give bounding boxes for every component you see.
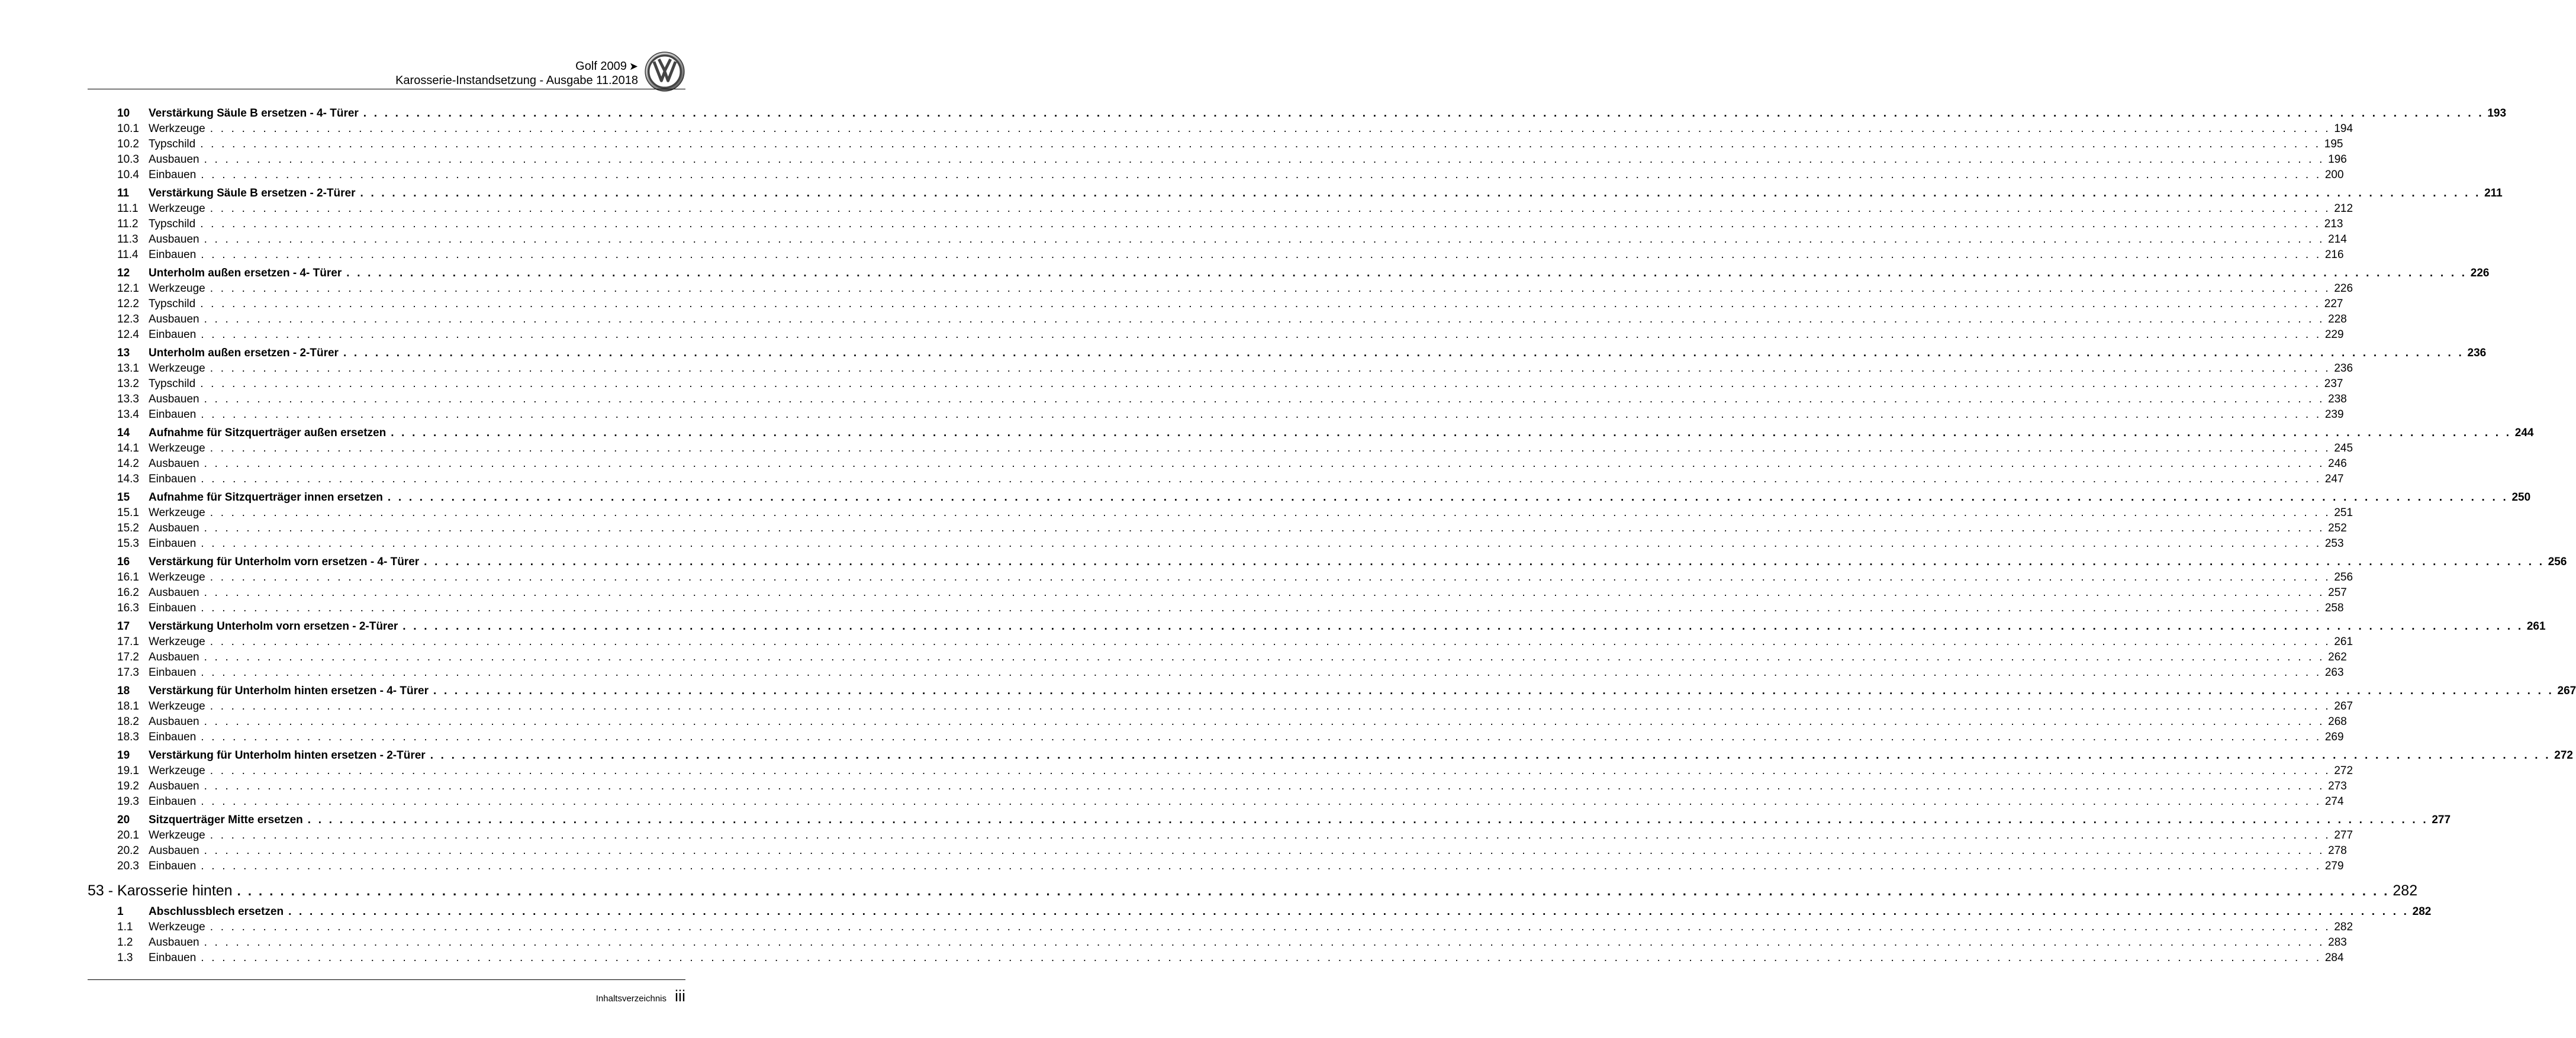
toc-dot-leader: . . . . . . . . . . . . . . . . . . . . . . . . . . . . . . . . . . . . . . . . . . . . . . . . . . . . . . . . . . . . . . . . . . . . . . . . . . . . . . . . . . . . . . . . . . . . . . . . . . . . . . . . . . . . . . . . . . . . . . . . . . . . . . . . . . . . . . . . . . . . . . . . . . . . . . . . . . . . . . . . . . . . . . . . . . . . . . . . . . . . . . . . . . . . . . . . . . . . . . . . xyxy=(360,187,2481,199)
toc-entry-page: 245 xyxy=(2334,442,2353,454)
toc-dot-leader: . . . . . . . . . . . . . . . . . . . . . . . . . . . . . . . . . . . . . . . . . . . . . . . . . . . . . . . . . . . . . . . . . . . . . . . . . . . . . . . . . . . . . . . . . . . . . . . . . . . . . . . . . . . . . . . . . . . . . . . . . . . . . . . . . . . . . . . . . . . . . . . . . . . . . . . . . . . . . . . . . . . . . . . . . . . . . . . . . . . . . . . . . . . . . . . . . . . . . . . . xyxy=(430,749,2551,762)
toc-section-row[interactable] xyxy=(88,106,2507,121)
toc-entry-title: Ausbauen xyxy=(149,457,199,470)
toc-entry-page: 274 xyxy=(2324,795,2344,808)
toc-entry-number: 18.3 xyxy=(117,731,139,743)
page-header xyxy=(88,51,685,90)
toc-entry-number: 10.4 xyxy=(117,169,139,181)
header-subtitle: Karosserie-Instandsetzung - Ausgabe 11.2018 xyxy=(395,74,638,87)
toc-entry-number: 15.2 xyxy=(117,522,139,534)
toc-entry-title: Ausbauen xyxy=(149,522,199,534)
toc-dot-leader: . . . . . . . . . . . . . . . . . . . . . . . . . . . . . . . . . . . . . . . . . . . . . . . . . . . . . . . . . . . . . . . . . . . . . . . . . . . . . . . . . . . . . . . . . . . . . . . . . . . . . . . . . . . . . . . . . . . . . . . . . . . . . . . . . . . . . . . . . . . . . . . . . . . . . . . . . . . . . . . . . . . . . . . . . . . . . . . . . . . . . . . . . . . . . . . . . . . . . . . . xyxy=(201,795,2321,808)
toc-entry-number: 13.4 xyxy=(117,408,139,421)
toc-entry-page: 229 xyxy=(2324,328,2344,341)
toc-entry-title: Ausbauen xyxy=(149,936,199,949)
toc-entry-title: Verstärkung für Unterholm hinten ersetzen - 4- Türer xyxy=(149,685,429,697)
toc-entry-page: 238 xyxy=(2328,393,2347,405)
toc-subsection-row[interactable] xyxy=(88,536,2344,552)
toc-entry-number: 15.3 xyxy=(117,537,139,550)
toc-dot-leader: . . . . . . . . . . . . . . . . . . . . . . . . . . . . . . . . . . . . . . . . . . . . . . . . . . . . . . . . . . . . . . . . . . . . . . . . . . . . . . . . . . . . . . . . . . . . . . . . . . . . . . . . . . . . . . . . . . . . . . . . . . . . . . . . . . . . . . . . . . . . . . . . . . . . . . . . . . . . . . . . . . . . . . . . . . . . . . . . . . . . . . . . . . . . . . . . . . . . . . . . xyxy=(346,267,2467,279)
toc-entry-number: 16 xyxy=(117,556,130,568)
toc-entry-title: Typschild xyxy=(149,138,196,150)
toc-subsection-row[interactable] xyxy=(88,505,2353,521)
toc-entry-number: 17 xyxy=(117,620,130,633)
toc-entry-number: 14.3 xyxy=(117,473,139,485)
toc-entry-number: 11.2 xyxy=(117,218,139,230)
toc-dot-leader: . . . . . . . . . . . . . . . . . . . . . . . . . . . . . . . . . . . . . . . . . . . . . . . . . . . . . . . . . . . . . . . . . . . . . . . . . . . . . . . . . . . . . . . . . . . . . . . . . . . . . . . . . . . . . . . . . . . . . . . . . . . . . . . . . . . . . . . . . . . . . . . . . . . . . . . . . . . . . . . . . . . . . . . . . . . . . . . . . . . . . . . . . . . . . . . . . . . . . . . . xyxy=(363,107,2484,120)
header-text xyxy=(395,59,638,88)
toc-entry-page: 267 xyxy=(2557,685,2576,697)
toc-subsection-row[interactable] xyxy=(88,714,2347,730)
toc-entry-number: 10.3 xyxy=(117,153,139,166)
toc-dot-leader: . . . . . . . . . . . . . . . . . . . . . . . . . . . . . . . . . . . . . . . . . . . . . . . . . . . . . . . . . . . . . . . . . . . . . . . . . . . . . . . . . . . . . . . . . . . . . . . . . . . . . . . . . . . . . . . . . . . . . . . . . . . . . . . . . . . . . . . . . . . . . . . . . . . . . . . . . . . . . . . . . . . . . . . . . . . . . . . . . . . . . . . . . . . . . . . . . . . . . . . . xyxy=(204,457,2325,470)
arrow-icon: ➤ xyxy=(629,60,638,72)
toc-entry-title: Werkzeuge xyxy=(149,507,205,519)
toc-dot-leader: . . . . . . . . . . . . . . . . . . . . . . . . . . . . . . . . . . . . . . . . . . . . . . . . . . . . . . . . . . . . . . . . . . . . . . . . . . . . . . . . . . . . . . . . . . . . . . . . . . . . . . . . . . . . . . . . . . . . . . . . . . . . . . . . . . . . . . . . . . . . . . . . . . . . . . . . . . . . . . . . . . . . . . . . . . . . . . . . . . . . . . . . . . . . . . . . . . . . . . . . xyxy=(210,571,2331,584)
toc-entry-title: Werkzeuge xyxy=(149,921,205,933)
toc-dot-leader: . . . . . . . . . . . . . . . . . . . . . . . . . . . . . . . . . . . . . . . . . . . . . . . . . . . . . . . . . . . . . . . . . . . . . . . . . . . . . . . . . . . . . . . . . . . . . . . . . . . . . . . . . . . . . . . . . . . . . . . . . . . . . . . . . . . . . . . . . . . . . . . . . . . . . . . . . . . . . . . . . . . . . . . . . . . . . . . . . . . . . . . . . . . . . . . . . . . . . . . . xyxy=(204,651,2325,663)
toc-subsection-row[interactable] xyxy=(88,699,2353,714)
toc-entry-title: Aufnahme für Sitzquerträger außen ersetzen xyxy=(149,427,387,439)
toc-entry-page: 244 xyxy=(2514,427,2534,439)
toc-entry-page: 256 xyxy=(2548,556,2567,568)
toc-subsection-row[interactable] xyxy=(88,296,2343,312)
vw-logo xyxy=(644,51,685,92)
toc-entry-number: 16.2 xyxy=(117,586,139,599)
toc-dot-leader: . . . . . . . . . . . . . . . . . . . . . . . . . . . . . . . . . . . . . . . . . . . . . . . . . . . . . . . . . . . . . . . . . . . . . . . . . . . . . . . . . . . . . . . . . . . . . . . . . . . . . . . . . . . . . . . . . . . . . . . . . . . . . . . . . . . . . . . . . . . . . . . . . . . . . . . . . . . . . . . . . . . . . . . . . . . . . . . . . . . . . . . . . . . . . . . . . . . . . . . . xyxy=(387,491,2509,504)
toc-subsection-row[interactable] xyxy=(88,327,2344,343)
toc-entry-number: 18 xyxy=(117,685,130,697)
toc-subsection-row[interactable] xyxy=(88,665,2344,681)
toc-entry-page: 195 xyxy=(2324,138,2343,150)
toc-entry-number: 17.2 xyxy=(117,651,139,663)
toc-entry-title: Einbauen xyxy=(149,473,197,485)
toc-subsection-row[interactable] xyxy=(88,920,2353,935)
toc-entry-page: 226 xyxy=(2470,267,2490,279)
toc-entry-page: 277 xyxy=(2334,829,2353,842)
toc-entry-title: Werkzeuge xyxy=(149,829,205,842)
toc-subsection-row[interactable] xyxy=(88,935,2347,950)
toc-entry-number: 15.1 xyxy=(117,507,139,519)
toc-dot-leader: . . . . . . . . . . . . . . . . . . . . . . . . . . . . . . . . . . . . . . . . . . . . . . . . . . . . . . . . . . . . . . . . . . . . . . . . . . . . . . . . . . . . . . . . . . . . . . . . . . . . . . . . . . . . . . . . . . . . . . . . . . . . . . . . . . . . . . . . . . . . . . . . . . . . . . . . . . . . . . . . . . . . . . . . . . . . . . . . . . . . . . . . . . . . . . . . . . . . . . . . xyxy=(201,473,2321,485)
toc-entry-title: 53 - Karosserie hinten xyxy=(88,882,233,899)
toc-entry-page: 282 xyxy=(2334,921,2353,933)
toc-entry-page: 246 xyxy=(2328,457,2347,470)
toc-entry-number: 11.4 xyxy=(117,249,139,261)
toc-entry-title: Werkzeuge xyxy=(149,700,205,713)
toc-subsection-row[interactable] xyxy=(88,247,2344,263)
toc-subsection-row[interactable] xyxy=(88,730,2344,745)
toc-subsection-row[interactable] xyxy=(88,217,2343,232)
toc-subsection-row[interactable] xyxy=(88,312,2347,327)
toc-entry-page: 261 xyxy=(2526,620,2546,633)
toc-entry-page: 196 xyxy=(2328,153,2347,166)
toc-entry-title: Werkzeuge xyxy=(149,571,205,584)
toc-subsection-row[interactable] xyxy=(88,376,2343,392)
toc-subsection-row[interactable] xyxy=(88,137,2343,152)
table-of-contents xyxy=(88,106,2576,966)
toc-dot-leader: . . . . . . . . . . . . . . . . . . . . . . . . . . . . . . . . . . . . . . . . . . . . . . . . . . . . . . . . . . . . . . . . . . . . . . . . . . . . . . . . . . . . . . . . . . . . . . . . . . . . . . . . . . . . . . . . . . . . . . . . . . . . . . . . . . . . . . . . . . . . . . . . . . . . . . . . . . . . . . . . . . . . . . . . . . . . . . . . . . . . . . . . . . . . . . . . . . . . . . . . xyxy=(210,442,2331,454)
toc-entry-title: Werkzeuge xyxy=(149,282,205,295)
toc-entry-page: 268 xyxy=(2328,715,2347,728)
toc-entry-title: Abschlussblech ersetzen xyxy=(149,905,284,918)
toc-dot-leader: . . . . . . . . . . . . . . . . . . . . . . . . . . . . . . . . . . . . . . . . . . . . . . . . . . . . . . . . . . . . . . . . . . . . . . . . . . . . . . . . . . . . . . . . . . . . . . . . . . . . . . . . . . . . . . . . . . . . . . . . . . . . . . . . . . . . . . . . . . . . . . . . . . . . . . . . . . . . . . . . . . . . . . . . . . . . . . . . . . . . . . . . . . . . . . . . . . . . . . . . xyxy=(200,138,2321,150)
toc-entry-number: 20.1 xyxy=(117,829,139,842)
toc-entry-number: 17.3 xyxy=(117,666,139,679)
toc-dot-leader: . . . . . . . . . . . . . . . . . . . . . . . . . . . . . . . . . . . . . . . . . . . . . . . . . . . . . . . . . . . . . . . . . . . . . . . . . . . . . . . . . . . . . . . . . . . . . . . . . . . . . . . . . . . . . . . . . . . . . . . . . . . . . . . . . . . . . . . . . . . . . . . . . . . . . . . . . . . . . . . . . . . . . . . . . . . . . . . . . . . . . . . . . . . . . . . . . . . . . . . . xyxy=(200,378,2321,390)
toc-dot-leader: . . . . . . . . . . . . . . . . . . . . . . . . . . . . . . . . . . . . . . . . . . . . . . . . . . . . . . . . . . . . . . . . . . . . . . . . . . . . . . . . . . . . . . . . . . . . . . . . . . . . . . . . . . . . . . . . . . . . . . . . . . . . . . . . . . . . . . . . . . . . . . . . . . . . . . . . . . . . . . . . . . . . . . . . . . . . . . . . . . . . . . . . . . . . . . . . . . . . . . . . xyxy=(201,602,2321,614)
toc-entry-page: 284 xyxy=(2324,952,2344,964)
toc-entry-page: 213 xyxy=(2324,218,2343,230)
toc-entry-title: Ausbauen xyxy=(149,393,199,405)
toc-entry-page: 193 xyxy=(2487,107,2507,120)
toc-entry-page: 279 xyxy=(2324,860,2344,872)
toc-entry-number: 13 xyxy=(117,347,130,359)
toc-dot-leader: . . . . . . . . . . . . . . . . . . . . . . . . . . . . . . . . . . . . . . . . . . . . . . . . . . . . . . . . . . . . . . . . . . . . . . . . . . . . . . . . . . . . . . . . . . . . . . . . . . . . . . . . . . . . . . . . . . . . . . . . . . . . . . . . . . . . . . . . . . . . . . . . . . . . . . . . . . . . . . . . . . . . . . . . . . . . . . . . . . . . . . . . . . . . . . . . . . . . . . . . xyxy=(204,522,2325,534)
toc-entry-title: Einbauen xyxy=(149,731,197,743)
toc-subsection-row[interactable] xyxy=(88,794,2344,810)
toc-dot-leader: . . . . . . . . . . . . . . . . . . . . . . . . . . . . . . . . . . . . . . . . . . . . . . . . . . . . . . . . . . . . . . . . . . . . . . . . . . . . . . . . . . . . . . . . . . . . . . . . . . . . . . . . . . . . . . . . . . . . . . . . . . . . . . . . . . . . . . . . . . . . . . . . . . . . . . . . . . . . . . . . . . . . . . . . . . . . . . . . . . . . . . . . . . . . . . . . . . . . . . . . xyxy=(201,952,2321,964)
toc-entry-page: 282 xyxy=(2393,882,2418,899)
toc-entry-page: 236 xyxy=(2467,347,2487,359)
toc-dot-leader: . . . . . . . . . . . . . . . . . . . . . . . . . . . . . . . . . . . . . . . . . . . . . . . . . . . . . . . . . . . . . . . . . . . . . . . . . . . . . . . . . . . . . . . . . . . . . . . . . . . . . . . . . . . . . . . . . . . . . . . . . . . . . . . . . . . . . . . . . . . . . . . . . . . . . . . . . . . . . . . . . . . . . . . . . . . . . . . . . . . . . . . . . . . . . . . . . . . . . . . . xyxy=(201,666,2321,679)
toc-entry-number: 19 xyxy=(117,749,130,762)
toc-chapter-row[interactable] xyxy=(88,880,2418,901)
toc-entry-number: 20 xyxy=(117,814,130,826)
toc-subsection-row[interactable] xyxy=(88,472,2344,487)
footer-rule xyxy=(88,979,685,980)
toc-dot-leader: . . . . . . . . . . . . . . . . . . . . . . . . . . . . . . . . . . . . . . . . . . . . . . . . . . . . . . . . . . . . . . . . . . . . . . . . . . . . . . . . . . . . . . . . . . . . . . . . . . . . . . . . . . . . . . . . . . . . . . . . . . . . . . . . . . . . . . . . . . . . . . . . . . . . . . . . . . . . . . . . . . . . . . . . . . . . . . . . . . . . . . . . . . . . . . . . . . . . . . . . xyxy=(204,153,2325,166)
toc-subsection-row[interactable] xyxy=(88,407,2344,423)
toc-entry-title: Ausbauen xyxy=(149,715,199,728)
toc-entry-title: Verstärkung Säule B ersetzen - 2-Türer xyxy=(149,187,356,199)
footer-page-number: iii xyxy=(675,987,685,1005)
toc-entry-number: 14.1 xyxy=(117,442,139,454)
toc-subsection-row[interactable] xyxy=(88,859,2344,874)
toc-subsection-row[interactable] xyxy=(88,201,2353,217)
toc-dot-leader: . . . . . . . . . . . . . . . . . . . . . . . . . . . . . . . . . . . . . . . . . . . . . . . . . . . . . . . . . . . . . . . . . . . . . . . . . . . . . . . . . . . . . . . . . . . . . . . . . . . . . . . . . . . . . . . . . . . . . . . . . . . . . . . . . . . . . . . . . . . . . . . . . . . . . . . . . . . . . . . . . . . . . . . . . . . . . . . . . . . . . . . . . . . . . . . . . . . . . . . . xyxy=(307,814,2429,826)
toc-section-row[interactable] xyxy=(88,186,2503,201)
toc-dot-leader: . . . . . . . . . . . . . . . . . . . . . . . . . . . . . . . . . . . . . . . . . . . . . . . . . . . . . . . . . . . . . . . . . . . . . . . . . . . . . . . . . . . . . . . . . . . . . . . . . . . . . . . . . . . . . . . . . . . . . . . . . . . . . . . . . . . . . . . . . . . . . . . . . . . . . . . . . . . . . . . . . . . . . . . . . . . . . . . . . . . . . . . . . . . . . . . . . . . . . . . . xyxy=(210,636,2331,648)
toc-entry-title: Verstärkung Säule B ersetzen - 4- Türer xyxy=(149,107,359,120)
toc-entry-title: Verstärkung Unterholm vorn ersetzen - 2-Türer xyxy=(149,620,398,633)
toc-entry-number: 16.1 xyxy=(117,571,139,584)
toc-entry-title: Einbauen xyxy=(149,169,197,181)
toc-entry-page: 272 xyxy=(2334,765,2353,777)
toc-entry-title: Einbauen xyxy=(149,795,197,808)
footer-label: Inhaltsverzeichnis xyxy=(595,994,666,1004)
toc-subsection-row[interactable] xyxy=(88,456,2347,472)
toc-entry-page: 258 xyxy=(2324,602,2344,614)
toc-entry-page: 194 xyxy=(2334,123,2353,135)
toc-entry-title: Einbauen xyxy=(149,328,197,341)
toc-subsection-row[interactable] xyxy=(88,585,2347,601)
toc-entry-title: Einbauen xyxy=(149,537,197,550)
toc-dot-leader: . . . . . . . . . . . . . . . . . . . . . . . . . . . . . . . . . . . . . . . . . . . . . . . . . . . . . . . . . . . . . . . . . . . . . . . . . . . . . . . . . . . . . . . . . . . . . . . . . . . . . . . . . . . . . . . . . . . . . . . . . . . . . . . . . . . . . . . . . . . . . . . . . . . . . . . . . . . . . . . . . . . . . . . . . . . . . . . . . . . . . . . . . . . . . . . . . . . . . . . . xyxy=(204,233,2325,246)
toc-entry-page: 267 xyxy=(2334,700,2353,713)
toc-entry-title: Verstärkung für Unterholm vorn ersetzen - 4- Türer xyxy=(149,556,420,568)
toc-entry-page: 247 xyxy=(2324,473,2344,485)
toc-entry-page: 269 xyxy=(2324,731,2344,743)
toc-entry-page: 262 xyxy=(2328,651,2347,663)
toc-entry-page: 214 xyxy=(2328,233,2347,246)
toc-dot-leader: . . . . . . . . . . . . . . . . . . . . . . . . . . . . . . . . . . . . . . . . . . . . . . . . . . . . . . . . . . . . . . . . . . . . . . . . . . . . . . . . . . . . . . . . . . . . . . . . . . . . . . . . . . . . . . . . . . . . . . . . . . . . . . . . . . . . . . . . . . . . . . . . . . . . . . . . . . . . . . . . . . . . . . . . . . . . . . . . . . . . . . . . . . . . . . . . . . . . . . . . xyxy=(204,313,2325,325)
header-model xyxy=(395,59,638,73)
toc-entry-page: 263 xyxy=(2324,666,2344,679)
toc-entry-page: 273 xyxy=(2328,780,2347,792)
toc-entry-page: 277 xyxy=(2432,814,2451,826)
toc-subsection-row[interactable] xyxy=(88,828,2353,843)
toc-entry-page: 211 xyxy=(2484,187,2503,199)
toc-entry-number: 15 xyxy=(117,491,130,504)
toc-section-row[interactable] xyxy=(88,813,2451,828)
toc-subsection-row[interactable] xyxy=(88,601,2344,616)
toc-section-row[interactable] xyxy=(88,346,2487,361)
toc-entry-title: Werkzeuge xyxy=(149,123,205,135)
toc-entry-number: 18.1 xyxy=(117,700,139,713)
toc-entry-page: 236 xyxy=(2334,362,2353,375)
toc-dot-leader: . . . . . . . . . . . . . . . . . . . . . . . . . . . . . . . . . . . . . . . . . . . . . . . . . . . . . . . . . . . . . . . . . . . . . . . . . . . . . . . . . . . . . . . . . . . . . . . . . . . . . . . . . . . . . . . . . . . . . . . . . . . . . . . . . . . . . . . . . . . . . . . . . . . . . . . . . . . . . . . . . . . . . . . . . . . . . . . . . . . . . . . . . . . . . . . . . . . . . . . . xyxy=(210,765,2331,777)
toc-entry-page: 253 xyxy=(2324,537,2344,550)
toc-entry-number: 19.1 xyxy=(117,765,139,777)
toc-subsection-row[interactable] xyxy=(88,650,2347,665)
toc-entry-title: Einbauen xyxy=(149,408,197,421)
toc-entry-title: Werkzeuge xyxy=(149,765,205,777)
toc-entry-title: Einbauen xyxy=(149,952,197,964)
toc-entry-number: 19.3 xyxy=(117,795,139,808)
toc-dot-leader: . . . . . . . . . . . . . . . . . . . . . . . . . . . . . . . . . . . . . . . . . . . . . . . . . . . . . . . . . . . . . . . . . . . . . . . . . . . . . . . . . . . . . . . . . . . . . . . . . . . . . . . . . . . . . . . . . . . . . . . . . . . . . . . . . . . . . . . . . . . . . . . . . . . . . . . . . . . . . . . . . . . . . . . . . . . . . . . . . . . . . . . . . . . . . . . . . . . . . . . . xyxy=(201,249,2321,261)
toc-entry-page: 282 xyxy=(2412,905,2432,918)
toc-entry-title: Ausbauen xyxy=(149,153,199,166)
toc-dot-leader: . . . . . . . . . . . . . . . . . . . . . . . . . . . . . . . . . . . . . . . . . . . . . . . . . . . . . . . . . . . . . . . . . . . . . . . . . . . . . . . . . . . . . . . . . . . . . . . . . . . . . . . . . . . . . . . . . . . . . . . . . . . . . . . . . . . . . . . . . . . . . . . . . . . . . . . . . . . . . . . . . . . . . . . . . . . . . . . . . . . . . . . . . . . . . . . . . . . . . . . . xyxy=(204,393,2325,405)
toc-dot-leader: . . . . . . . . . . . . . . . . . . . . . . . . . . . . . . . . . . . . . . . . . . . . . . . . . . . . . . . . . . . . . . . . . . . . . . . . . . . . . . . . . . . . . . . . . . . . . . . . . . . . . . . . . . . . . . . . . . . . . . . . . . . . . . . . . . . . . . . . . . . . . . . . . . . . . . . . . . . . . . . . . . . . . . . . . . . . . . . . . . . . . . . . . . . . . . . . . . . . . . . . xyxy=(200,298,2321,310)
toc-entry-title: Typschild xyxy=(149,298,196,310)
toc-dot-leader: . . . . . . . . . . . . . . . . . . . . . . . . . . . . . . . . . . . . . . . . . . . . . . . . . . . . . . . . . . . . . . . . . . . . . . . . . . . . . . . . . . . . . . . . . . . . . . . . . . . . . . . . . . . . . . . . . . . . . . . . . . . . . . . . . . . . . . . . . . . . . . . . . . . . . . . . . . . . . . . . . . . . . . . . . . . . . . . . . . . . . . . . . . . . . . . . . . . . . . . . xyxy=(201,860,2321,872)
toc-subsection-row[interactable] xyxy=(88,167,2344,183)
toc-entry-title: Ausbauen xyxy=(149,586,199,599)
toc-subsection-row[interactable] xyxy=(88,843,2347,859)
toc-dot-leader: . . . . . . . . . . . . . . . . . . . . . . . . . . . . . . . . . . . . . . . . . . . . . . . . . . . . . . . . . . . . . . . . . . . . . . . . . . . . . . . . . . . . . . . . . . . . . . . . . . . . . . . . . . . . . . . . . . . . . . . . . . . . . . . . . . . . . . . . . . . . . . . . . . . . . . . . . . . . . . . . . . . . . . . . . . . . . . . . . . . . . . . . . . . . . . . . . . . . . . . . xyxy=(204,844,2325,857)
toc-subsection-row[interactable] xyxy=(88,570,2353,585)
toc-dot-leader: . . . . . . . . . . . . . . . . . . . . . . . . . . . . . . . . . . . . . . . . . . . . . . . . . . . . . . . . . . . . . . . . . . . . . . . . . . . . . . . . . . . . . . . . . . . . . . . . . . . . . . . . . . . . . . . . . . . . . . . . . . . . . . . . . . . . . . . . . . . . . . . . . . . . . . . . . . . . . . . . . . . . . . . . . . . . . . . . . . . . . . . . . . . . . . . . . . . . . . . . xyxy=(424,556,2545,568)
toc-entry-number: 20.2 xyxy=(117,844,139,857)
toc-entry-title: Aufnahme für Sitzquerträger innen ersetzen xyxy=(149,491,383,504)
toc-entry-number: 17.1 xyxy=(117,636,139,648)
toc-entry-page: 256 xyxy=(2334,571,2353,584)
toc-entry-number: 10.2 xyxy=(117,138,139,150)
toc-entry-number: 1.2 xyxy=(117,936,133,949)
toc-dot-leader: . . . . . . . . . . . . . . . . . . . . . . . . . . . . . . . . . . . . . . . . . . . . . . . . . . . . . . . . . . . . . . . . . . . . . . . . . . . . . . . . . . . . . . . . . . . . . . . . . . . . . . . . . . . . . . . . . . . . . . . . . . . . . . . . . . . . . . . . . . . . . . . . . . . . . . . . . . . . . . . . . . . . . . . . . . . . . . . . . . . . . . . . . . . . . . . . . . . . . . . . xyxy=(402,620,2523,633)
toc-dot-leader: . . . . . . . . . . . . . . . . . . . . . . . . . . . . . . . . . . . . . . . . . . . . . . . . . . . . . . . . . . . . . . . . . . . . . . . . . . . . . . . . . . . . . . . . . . . . . . . . . . . . . . . . . . . . . . . . . . . . . . . . . . . . . . . . . . . . . . . . . . . . . . . . . . . . . . . . . . . . . . . . . . . . . . . . . . . . . . . . . . . . . . . . . . . . . . . . . . . . . . . . xyxy=(204,936,2325,949)
toc-dot-leader: . . . . . . . . . . . . . . . . . . . . . . . . . . . . . . . . . . . . . . . . . . . . . . . . . . . . . . . . . . . . . . . . . . . . . . . . . . . . . . . . . . . . . . . . . . . . . . . . . . . . . . . . . . . . . . . . . . . . . . . . . . . . . . . . . . . . . . . . . . . . . . . . . . . . . . . . . . . . . . . . . . . . . . . . . . . . . . . . . . . . . . . . . . . . . . . . . . . . . . . . xyxy=(237,884,2390,898)
toc-dot-leader: . . . . . . . . . . . . . . . . . . . . . . . . . . . . . . . . . . . . . . . . . . . . . . . . . . . . . . . . . . . . . . . . . . . . . . . . . . . . . . . . . . . . . . . . . . . . . . . . . . . . . . . . . . . . . . . . . . . . . . . . . . . . . . . . . . . . . . . . . . . . . . . . . . . . . . . . . . . . . . . . . . . . . . . . . . . . . . . . . . . . . . . . . . . . . . . . . . . . . . . . xyxy=(210,282,2331,295)
toc-dot-leader: . . . . . . . . . . . . . . . . . . . . . . . . . . . . . . . . . . . . . . . . . . . . . . . . . . . . . . . . . . . . . . . . . . . . . . . . . . . . . . . . . . . . . . . . . . . . . . . . . . . . . . . . . . . . . . . . . . . . . . . . . . . . . . . . . . . . . . . . . . . . . . . . . . . . . . . . . . . . . . . . . . . . . . . . . . . . . . . . . . . . . . . . . . . . . . . . . . . . . . . . xyxy=(210,123,2331,135)
toc-entry-page: 228 xyxy=(2328,313,2347,325)
toc-entry-page: 272 xyxy=(2554,749,2573,762)
toc-subsection-row[interactable] xyxy=(88,950,2344,966)
toc-entry-page: 226 xyxy=(2334,282,2353,295)
toc-entry-number: 18.2 xyxy=(117,715,139,728)
toc-entry-title: Verstärkung für Unterholm hinten ersetzen - 2-Türer xyxy=(149,749,426,762)
toc-entry-number: 12.2 xyxy=(117,298,139,310)
toc-dot-leader: . . . . . . . . . . . . . . . . . . . . . . . . . . . . . . . . . . . . . . . . . . . . . . . . . . . . . . . . . . . . . . . . . . . . . . . . . . . . . . . . . . . . . . . . . . . . . . . . . . . . . . . . . . . . . . . . . . . . . . . . . . . . . . . . . . . . . . . . . . . . . . . . . . . . . . . . . . . . . . . . . . . . . . . . . . . . . . . . . . . . . . . . . . . . . . . . . . . . . . . . xyxy=(210,829,2331,842)
toc-entry-title: Unterholm außen ersetzen - 2-Türer xyxy=(149,347,339,359)
toc-entry-number: 20.3 xyxy=(117,860,139,872)
toc-subsection-row[interactable] xyxy=(88,281,2353,296)
toc-entry-page: 239 xyxy=(2324,408,2344,421)
toc-entry-page: 261 xyxy=(2334,636,2353,648)
toc-section-row[interactable] xyxy=(88,619,2546,634)
toc-entry-number: 13.1 xyxy=(117,362,139,375)
toc-entry-number: 1.3 xyxy=(117,952,133,964)
toc-entry-title: Einbauen xyxy=(149,666,197,679)
toc-subsection-row[interactable] xyxy=(88,152,2347,167)
toc-subsection-row[interactable] xyxy=(88,521,2347,536)
toc-entry-title: Typschild xyxy=(149,218,196,230)
toc-entry-number: 10 xyxy=(117,107,130,120)
toc-dot-leader: . . . . . . . . . . . . . . . . . . . . . . . . . . . . . . . . . . . . . . . . . . . . . . . . . . . . . . . . . . . . . . . . . . . . . . . . . . . . . . . . . . . . . . . . . . . . . . . . . . . . . . . . . . . . . . . . . . . . . . . . . . . . . . . . . . . . . . . . . . . . . . . . . . . . . . . . . . . . . . . . . . . . . . . . . . . . . . . . . . . . . . . . . . . . . . . . . . . . . . . . xyxy=(210,921,2331,933)
toc-entry-page: 257 xyxy=(2328,586,2347,599)
toc-entry-number: 1 xyxy=(117,905,124,918)
toc-section-row[interactable] xyxy=(88,490,2531,505)
toc-entry-title: Typschild xyxy=(149,378,196,390)
toc-entry-number: 12.3 xyxy=(117,313,139,325)
toc-section-row[interactable] xyxy=(88,748,2573,763)
toc-section-row[interactable] xyxy=(88,425,2534,441)
toc-entry-number: 11.1 xyxy=(117,202,139,215)
toc-entry-title: Ausbauen xyxy=(149,780,199,792)
toc-entry-page: 227 xyxy=(2324,298,2343,310)
toc-subsection-row[interactable] xyxy=(88,392,2347,407)
toc-dot-leader: . . . . . . . . . . . . . . . . . . . . . . . . . . . . . . . . . . . . . . . . . . . . . . . . . . . . . . . . . . . . . . . . . . . . . . . . . . . . . . . . . . . . . . . . . . . . . . . . . . . . . . . . . . . . . . . . . . . . . . . . . . . . . . . . . . . . . . . . . . . . . . . . . . . . . . . . . . . . . . . . . . . . . . . . . . . . . . . . . . . . . . . . . . . . . . . . . . . . . . . . xyxy=(201,537,2321,550)
toc-dot-leader: . . . . . . . . . . . . . . . . . . . . . . . . . . . . . . . . . . . . . . . . . . . . . . . . . . . . . . . . . . . . . . . . . . . . . . . . . . . . . . . . . . . . . . . . . . . . . . . . . . . . . . . . . . . . . . . . . . . . . . . . . . . . . . . . . . . . . . . . . . . . . . . . . . . . . . . . . . . . . . . . . . . . . . . . . . . . . . . . . . . . . . . . . . . . . . . . . . . . . . . . xyxy=(210,362,2331,375)
toc-entry-page: 237 xyxy=(2324,378,2343,390)
toc-dot-leader: . . . . . . . . . . . . . . . . . . . . . . . . . . . . . . . . . . . . . . . . . . . . . . . . . . . . . . . . . . . . . . . . . . . . . . . . . . . . . . . . . . . . . . . . . . . . . . . . . . . . . . . . . . . . . . . . . . . . . . . . . . . . . . . . . . . . . . . . . . . . . . . . . . . . . . . . . . . . . . . . . . . . . . . . . . . . . . . . . . . . . . . . . . . . . . . . . . . . . . . . xyxy=(201,328,2321,341)
page-footer xyxy=(596,987,685,1005)
toc-subsection-row[interactable] xyxy=(88,361,2353,376)
toc-dot-leader: . . . . . . . . . . . . . . . . . . . . . . . . . . . . . . . . . . . . . . . . . . . . . . . . . . . . . . . . . . . . . . . . . . . . . . . . . . . . . . . . . . . . . . . . . . . . . . . . . . . . . . . . . . . . . . . . . . . . . . . . . . . . . . . . . . . . . . . . . . . . . . . . . . . . . . . . . . . . . . . . . . . . . . . . . . . . . . . . . . . . . . . . . . . . . . . . . . . . . . . . xyxy=(201,169,2321,181)
toc-entry-title: Ausbauen xyxy=(149,313,199,325)
toc-entry-number: 14.2 xyxy=(117,457,139,470)
toc-entry-number: 14 xyxy=(117,427,130,439)
toc-subsection-row[interactable] xyxy=(88,441,2353,456)
toc-entry-title: Unterholm außen ersetzen - 4- Türer xyxy=(149,267,342,279)
toc-entry-number: 11.3 xyxy=(117,233,139,246)
toc-dot-leader: . . . . . . . . . . . . . . . . . . . . . . . . . . . . . . . . . . . . . . . . . . . . . . . . . . . . . . . . . . . . . . . . . . . . . . . . . . . . . . . . . . . . . . . . . . . . . . . . . . . . . . . . . . . . . . . . . . . . . . . . . . . . . . . . . . . . . . . . . . . . . . . . . . . . . . . . . . . . . . . . . . . . . . . . . . . . . . . . . . . . . . . . . . . . . . . . . . . . . . . . xyxy=(204,780,2325,792)
toc-entry-number: 11 xyxy=(117,187,130,199)
toc-entry-title: Ausbauen xyxy=(149,844,199,857)
toc-entry-number: 19.2 xyxy=(117,780,139,792)
toc-dot-leader: . . . . . . . . . . . . . . . . . . . . . . . . . . . . . . . . . . . . . . . . . . . . . . . . . . . . . . . . . . . . . . . . . . . . . . . . . . . . . . . . . . . . . . . . . . . . . . . . . . . . . . . . . . . . . . . . . . . . . . . . . . . . . . . . . . . . . . . . . . . . . . . . . . . . . . . . . . . . . . . . . . . . . . . . . . . . . . . . . . . . . . . . . . . . . . . . . . . . . . . . xyxy=(204,586,2325,599)
toc-entry-title: Einbauen xyxy=(149,860,197,872)
toc-entry-title: Einbauen xyxy=(149,249,197,261)
toc-entry-title: Werkzeuge xyxy=(149,442,205,454)
toc-entry-title: Werkzeuge xyxy=(149,636,205,648)
toc-subsection-row[interactable] xyxy=(88,634,2353,650)
toc-dot-leader: . . . . . . . . . . . . . . . . . . . . . . . . . . . . . . . . . . . . . . . . . . . . . . . . . . . . . . . . . . . . . . . . . . . . . . . . . . . . . . . . . . . . . . . . . . . . . . . . . . . . . . . . . . . . . . . . . . . . . . . . . . . . . . . . . . . . . . . . . . . . . . . . . . . . . . . . . . . . . . . . . . . . . . . . . . . . . . . . . . . . . . . . . . . . . . . . . . . . . . . . xyxy=(288,905,2409,918)
toc-entry-page: 200 xyxy=(2324,169,2344,181)
toc-dot-leader: . . . . . . . . . . . . . . . . . . . . . . . . . . . . . . . . . . . . . . . . . . . . . . . . . . . . . . . . . . . . . . . . . . . . . . . . . . . . . . . . . . . . . . . . . . . . . . . . . . . . . . . . . . . . . . . . . . . . . . . . . . . . . . . . . . . . . . . . . . . . . . . . . . . . . . . . . . . . . . . . . . . . . . . . . . . . . . . . . . . . . . . . . . . . . . . . . . . . . . . . xyxy=(210,700,2331,713)
toc-entry-number: 10.1 xyxy=(117,123,139,135)
toc-entry-page: 283 xyxy=(2328,936,2347,949)
toc-entry-page: 212 xyxy=(2334,202,2353,215)
toc-dot-leader: . . . . . . . . . . . . . . . . . . . . . . . . . . . . . . . . . . . . . . . . . . . . . . . . . . . . . . . . . . . . . . . . . . . . . . . . . . . . . . . . . . . . . . . . . . . . . . . . . . . . . . . . . . . . . . . . . . . . . . . . . . . . . . . . . . . . . . . . . . . . . . . . . . . . . . . . . . . . . . . . . . . . . . . . . . . . . . . . . . . . . . . . . . . . . . . . . . . . . . . . xyxy=(391,427,2511,439)
toc-entry-number: 13.3 xyxy=(117,393,139,405)
toc-dot-leader: . . . . . . . . . . . . . . . . . . . . . . . . . . . . . . . . . . . . . . . . . . . . . . . . . . . . . . . . . . . . . . . . . . . . . . . . . . . . . . . . . . . . . . . . . . . . . . . . . . . . . . . . . . . . . . . . . . . . . . . . . . . . . . . . . . . . . . . . . . . . . . . . . . . . . . . . . . . . . . . . . . . . . . . . . . . . . . . . . . . . . . . . . . . . . . . . . . . . . . . . xyxy=(201,731,2321,743)
toc-dot-leader: . . . . . . . . . . . . . . . . . . . . . . . . . . . . . . . . . . . . . . . . . . . . . . . . . . . . . . . . . . . . . . . . . . . . . . . . . . . . . . . . . . . . . . . . . . . . . . . . . . . . . . . . . . . . . . . . . . . . . . . . . . . . . . . . . . . . . . . . . . . . . . . . . . . . . . . . . . . . . . . . . . . . . . . . . . . . . . . . . . . . . . . . . . . . . . . . . . . . . . . . xyxy=(201,408,2321,421)
toc-entry-title: Einbauen xyxy=(149,602,197,614)
toc-dot-leader: . . . . . . . . . . . . . . . . . . . . . . . . . . . . . . . . . . . . . . . . . . . . . . . . . . . . . . . . . . . . . . . . . . . . . . . . . . . . . . . . . . . . . . . . . . . . . . . . . . . . . . . . . . . . . . . . . . . . . . . . . . . . . . . . . . . . . . . . . . . . . . . . . . . . . . . . . . . . . . . . . . . . . . . . . . . . . . . . . . . . . . . . . . . . . . . . . . . . . . . . xyxy=(433,685,2554,697)
toc-dot-leader: . . . . . . . . . . . . . . . . . . . . . . . . . . . . . . . . . . . . . . . . . . . . . . . . . . . . . . . . . . . . . . . . . . . . . . . . . . . . . . . . . . . . . . . . . . . . . . . . . . . . . . . . . . . . . . . . . . . . . . . . . . . . . . . . . . . . . . . . . . . . . . . . . . . . . . . . . . . . . . . . . . . . . . . . . . . . . . . . . . . . . . . . . . . . . . . . . . . . . . . . xyxy=(204,715,2325,728)
toc-entry-number: 16.3 xyxy=(117,602,139,614)
toc-section-row[interactable] xyxy=(88,266,2490,281)
toc-dot-leader: . . . . . . . . . . . . . . . . . . . . . . . . . . . . . . . . . . . . . . . . . . . . . . . . . . . . . . . . . . . . . . . . . . . . . . . . . . . . . . . . . . . . . . . . . . . . . . . . . . . . . . . . . . . . . . . . . . . . . . . . . . . . . . . . . . . . . . . . . . . . . . . . . . . . . . . . . . . . . . . . . . . . . . . . . . . . . . . . . . . . . . . . . . . . . . . . . . . . . . . . xyxy=(200,218,2321,230)
toc-subsection-row[interactable] xyxy=(88,232,2347,247)
toc-entry-page: 250 xyxy=(2511,491,2531,504)
toc-entry-page: 251 xyxy=(2334,507,2353,519)
toc-entry-number: 12.4 xyxy=(117,328,139,341)
toc-entry-title: Ausbauen xyxy=(149,651,199,663)
toc-dot-leader: . . . . . . . . . . . . . . . . . . . . . . . . . . . . . . . . . . . . . . . . . . . . . . . . . . . . . . . . . . . . . . . . . . . . . . . . . . . . . . . . . . . . . . . . . . . . . . . . . . . . . . . . . . . . . . . . . . . . . . . . . . . . . . . . . . . . . . . . . . . . . . . . . . . . . . . . . . . . . . . . . . . . . . . . . . . . . . . . . . . . . . . . . . . . . . . . . . . . . . . . xyxy=(210,202,2331,215)
toc-entry-page: 252 xyxy=(2328,522,2347,534)
header-model-label: Golf 2009 xyxy=(575,60,627,73)
toc-entry-number: 12.1 xyxy=(117,282,139,295)
toc-dot-leader: . . . . . . . . . . . . . . . . . . . . . . . . . . . . . . . . . . . . . . . . . . . . . . . . . . . . . . . . . . . . . . . . . . . . . . . . . . . . . . . . . . . . . . . . . . . . . . . . . . . . . . . . . . . . . . . . . . . . . . . . . . . . . . . . . . . . . . . . . . . . . . . . . . . . . . . . . . . . . . . . . . . . . . . . . . . . . . . . . . . . . . . . . . . . . . . . . . . . . . . . xyxy=(343,347,2464,359)
toc-subsection-row[interactable] xyxy=(88,121,2353,137)
toc-entry-number: 12 xyxy=(117,267,130,279)
toc-entry-number: 13.2 xyxy=(117,378,139,390)
toc-entry-number: 1.1 xyxy=(117,921,133,933)
toc-entry-title: Ausbauen xyxy=(149,233,199,246)
toc-dot-leader: . . . . . . . . . . . . . . . . . . . . . . . . . . . . . . . . . . . . . . . . . . . . . . . . . . . . . . . . . . . . . . . . . . . . . . . . . . . . . . . . . . . . . . . . . . . . . . . . . . . . . . . . . . . . . . . . . . . . . . . . . . . . . . . . . . . . . . . . . . . . . . . . . . . . . . . . . . . . . . . . . . . . . . . . . . . . . . . . . . . . . . . . . . . . . . . . . . . . . . . . xyxy=(210,507,2331,519)
toc-entry-title: Werkzeuge xyxy=(149,362,205,375)
toc-subsection-row[interactable] xyxy=(88,763,2353,779)
toc-entry-page: 216 xyxy=(2324,249,2344,261)
toc-section-row[interactable] xyxy=(88,555,2567,570)
toc-section-row[interactable] xyxy=(88,904,2432,920)
toc-entry-title: Sitzquerträger Mitte ersetzen xyxy=(149,814,303,826)
toc-subsection-row[interactable] xyxy=(88,779,2347,794)
toc-entry-page: 278 xyxy=(2328,844,2347,857)
toc-entry-title: Werkzeuge xyxy=(149,202,205,215)
toc-section-row[interactable] xyxy=(88,684,2576,699)
